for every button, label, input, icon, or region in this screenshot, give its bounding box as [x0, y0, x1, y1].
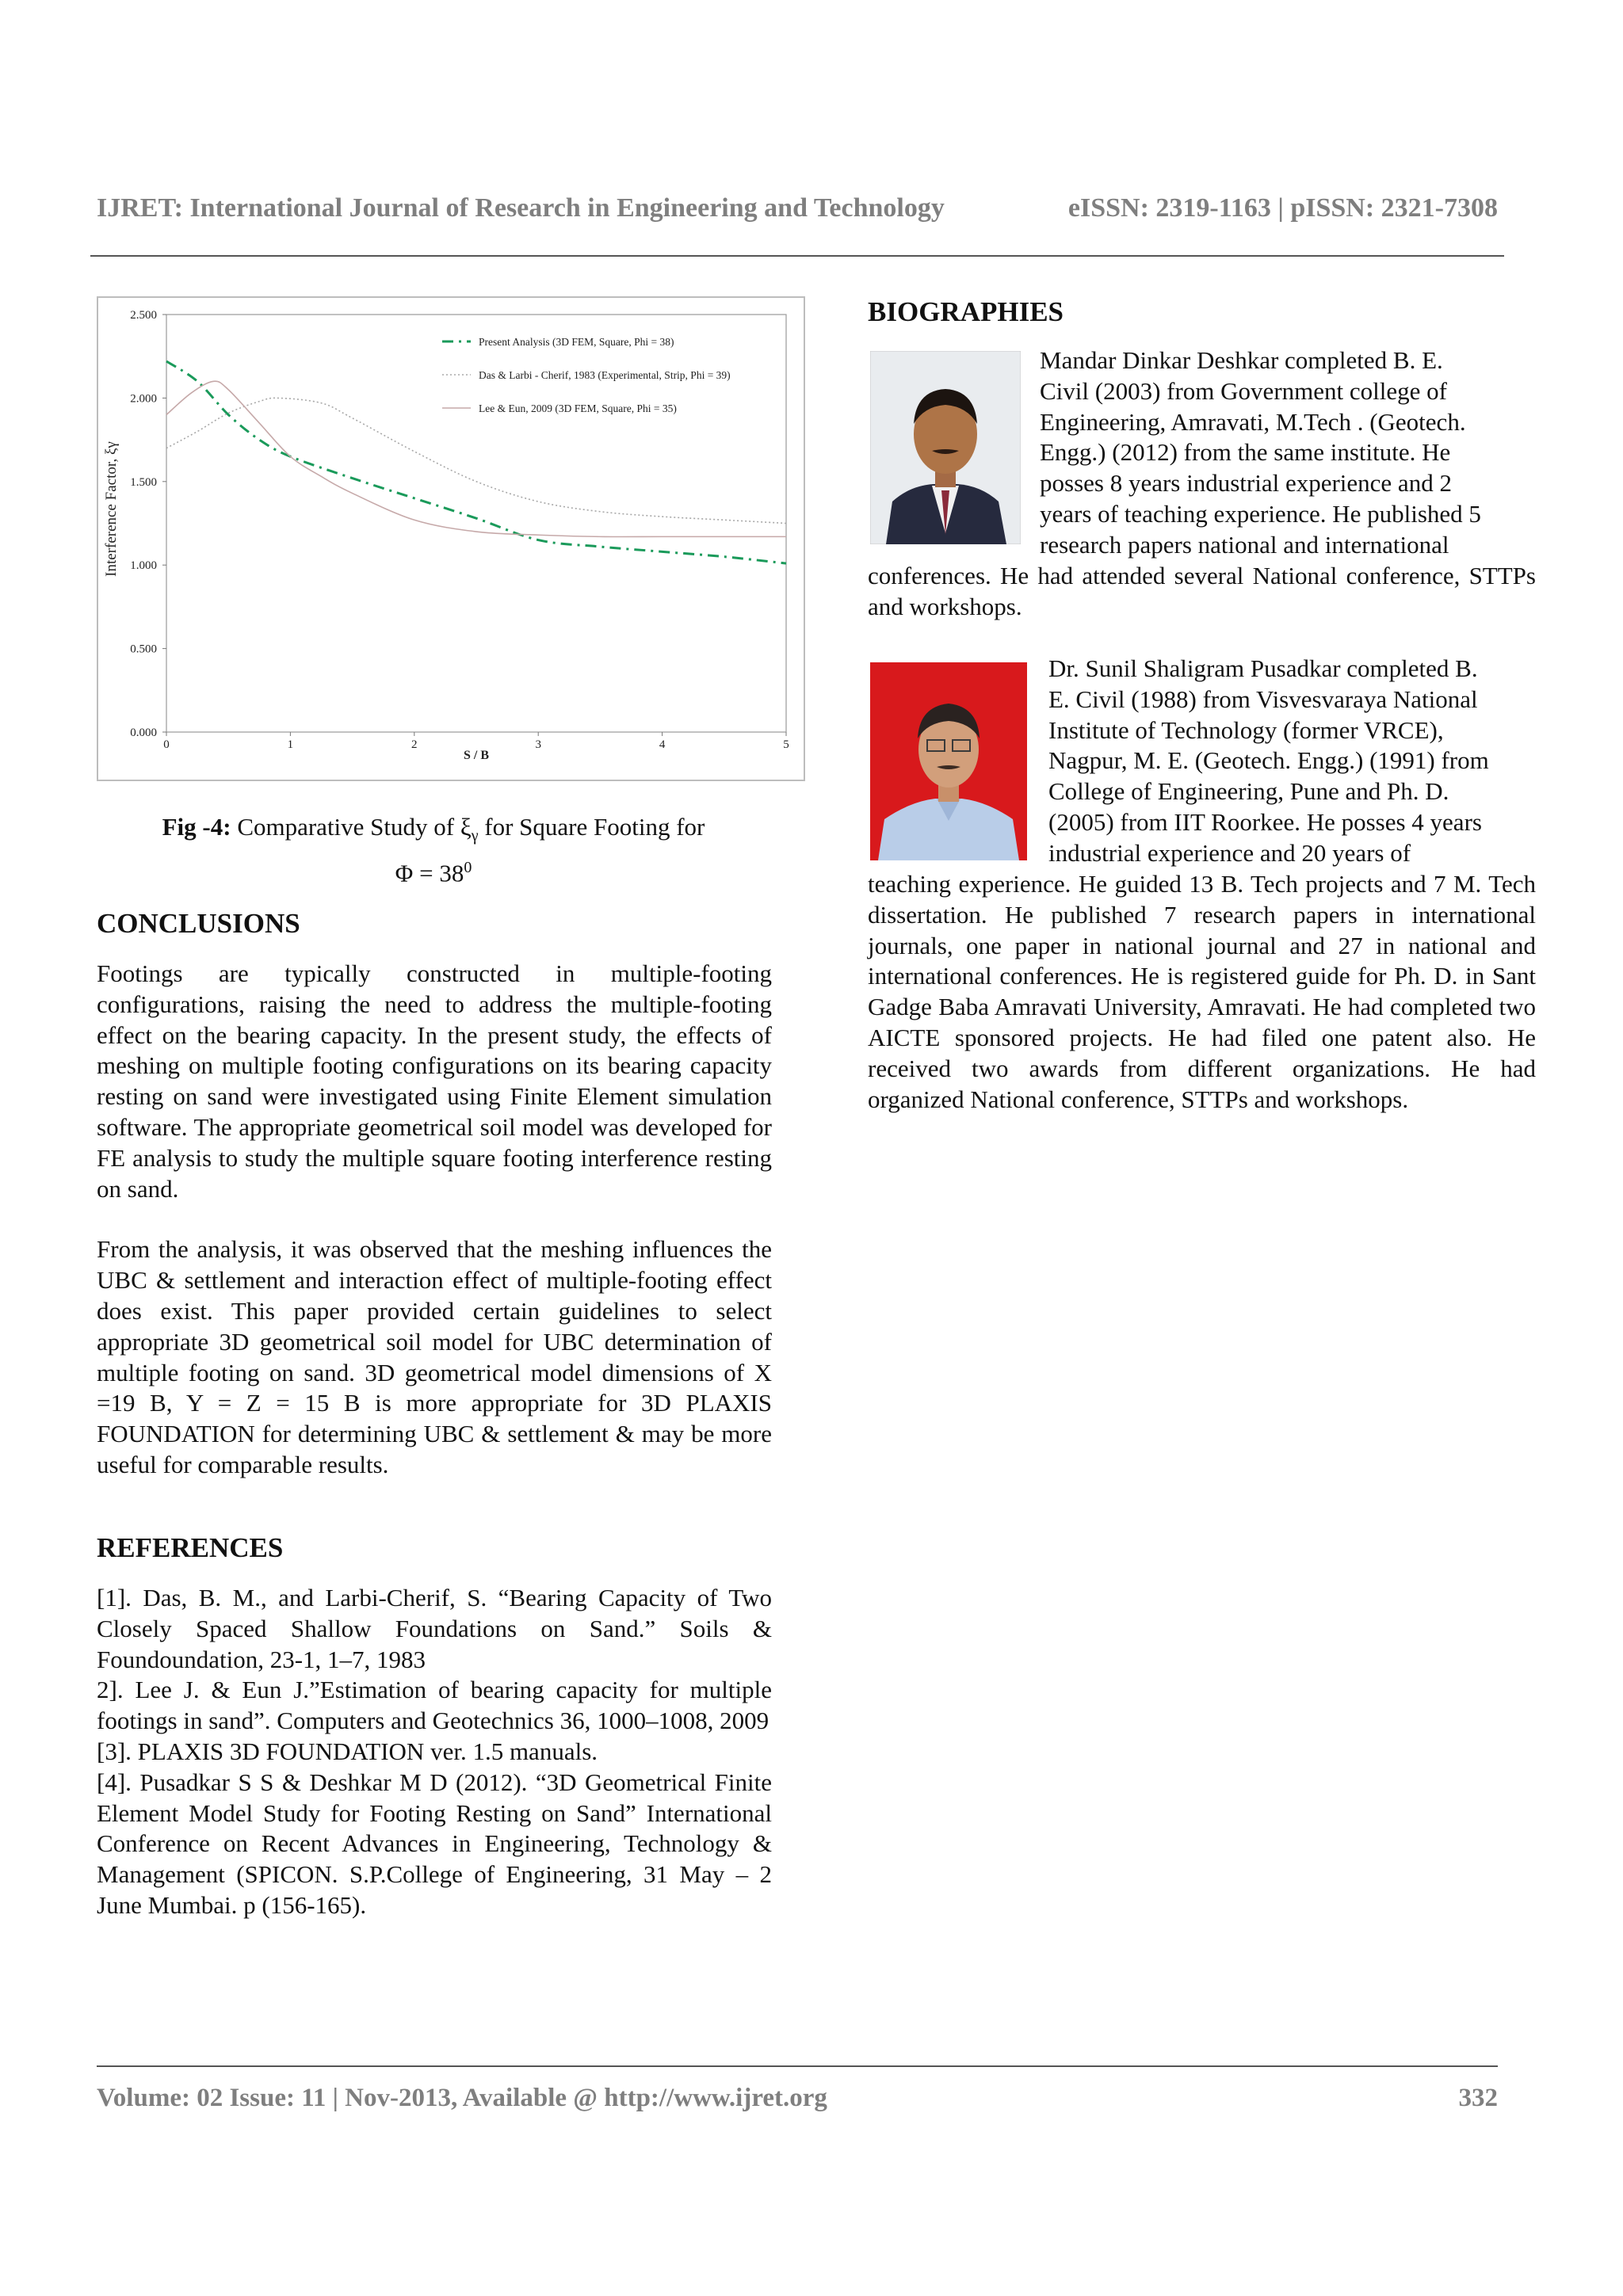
y-tick-label: 1.500 — [130, 475, 157, 489]
caption-text2: for Square Footing for — [478, 813, 705, 841]
x-tick-label: 1 — [287, 738, 294, 751]
figure-chart — [97, 296, 805, 781]
page-header — [97, 193, 1498, 228]
journal-title: IJRET: International Journal of Research in Engineering and Technology — [97, 193, 945, 223]
bio-line: Civil (2003) from Government college of — [1040, 376, 1447, 405]
conclusions-paragraph: Footings are typically constructed in multiple-footing configurations, raising the need to address the multiple-footing effect on the bearing capacity. In the present study, the effects of meshing on multiple footing configurations on its bearing capacity resting on sand were investigated using Finite Element simulation software. The appropriate geometrical soil model was developed for FE analysis to study the multiple square footing interference resting on sand. — [97, 959, 772, 1203]
figure-caption — [97, 811, 770, 890]
bio-line: Engg.) (2012) from the same institute. He — [1040, 438, 1451, 467]
references-title: REFERENCES — [97, 1532, 284, 1563]
bio-line: (2005) from IIT Roorkee. He posses 4 years — [1048, 807, 1482, 836]
bio-line: Engineering, Amravati, M.Tech . (Geotech. — [1040, 407, 1466, 436]
caption-sub: γ — [471, 827, 479, 845]
bio-line: posses 8 years industrial experience and 2 — [1040, 469, 1452, 498]
y-tick-label: 0.000 — [130, 727, 157, 739]
caption-label: Fig -4: — [162, 813, 231, 841]
page-number: 332 — [1458, 2084, 1498, 2112]
x-tick-label: 2 — [411, 738, 418, 751]
legend-entry: Present Analysis (3D FEM, Square, Phi = 38) — [479, 336, 674, 348]
biographies-title: BIOGRAPHIES — [868, 296, 1064, 327]
x-tick-label: 3 — [535, 738, 541, 751]
reference-item: 2]. Lee J. & Eun J.”Estimation of bearing capacity for multiple footings in sand”. Computers and Geotechnics 36, 1000–1008, 2009 — [97, 1676, 772, 1735]
conclusions-body — [97, 959, 772, 1481]
legend-entry: Lee & Eun, 2009 (3D FEM, Square, Phi = 35) — [479, 402, 677, 414]
bio-pusadkar-full: teaching experience. He guided 13 B. Tech projects and 7 M. Tech dissertation. He published 7 research papers in international journals, one paper in national journal and 27 in national and international conferences. He is registered guide for Ph. D. in Sant Gadge Baba Amravati University, Amravati. He had completed two AICTE sponsored projects. He had filed one patent also. He received two awards from different organizations. He had organized National conference, STTPs and workshops. — [868, 870, 1536, 1113]
page-footer — [97, 2084, 1498, 2119]
volume-info: Volume: 02 Issue: 11 | Nov-2013, Available @ http://www.ijret.org — [97, 2084, 827, 2112]
author-photo-deshkar — [870, 351, 1021, 544]
y-tick-label: 2.000 — [130, 392, 157, 406]
x-tick-label: 5 — [783, 738, 789, 751]
references-list — [97, 1583, 772, 1921]
x-axis-label: S / B — [463, 749, 490, 762]
header-rule — [90, 255, 1504, 257]
x-tick-label: 0 — [163, 738, 170, 751]
series-line-3 — [166, 381, 786, 536]
bio-pusadkar-side — [1048, 654, 1536, 869]
reference-item: [3]. PLAXIS 3D FOUNDATION ver. 1.5 manuals. — [97, 1737, 598, 1765]
chart-svg — [98, 298, 804, 780]
reference-item: [4]. Pusadkar S S & Deshkar M D (2012). “3D Geometrical Finite Element Model Study for Footing Resting on Sand” International Conference on Recent Advances in Engineering, Technology & Management (SPICON. S.P.College of Engineering, 31 May – 2 June Mumbai. p (156-165). — [97, 1768, 772, 1919]
bio-line: Dr. Sunil Shaligram Pusadkar completed B. — [1048, 654, 1478, 682]
conclusions-title: CONCLUSIONS — [97, 908, 300, 939]
y-tick-label: 0.500 — [130, 643, 157, 656]
series-line-2 — [166, 398, 786, 523]
caption-line2: Φ = 38 — [395, 859, 464, 887]
bio-line: Mandar Dinkar Deshkar completed B. E. — [1040, 346, 1443, 374]
y-tick-label: 1.000 — [130, 559, 157, 573]
footer-rule — [97, 2065, 1498, 2067]
bio-line: research papers national and international — [1040, 530, 1449, 559]
bio-line: years of teaching experience. He published 5 — [1040, 499, 1481, 528]
bio-line: E. Civil (1988) from Visvesvaraya National — [1048, 685, 1478, 713]
bio-line: Nagpur, M. E. (Geotech. Engg.) (1991) from — [1048, 746, 1489, 775]
caption-sup: 0 — [464, 859, 472, 877]
legend-entry: Das & Larbi - Cherif, 1983 (Experimental, Strip, Phi = 39) — [479, 369, 731, 381]
conclusions-paragraph: From the analysis, it was observed that the meshing influences the UBC & settlement and interaction effect of multiple-footing effect does exist. This paper provided certain guidelines to select appropriate 3D geometrical soil model for UBC determination of multiple footing on sand. 3D geometrical model dimensions of X =19 B, Y = Z = 15 B is more appropriate for 3D PLAXIS FOUNDATION for determining UBC & settlement & may be more useful for comparable results. — [97, 1235, 772, 1478]
issn: eISSN: 2319-1163 | pISSN: 2321-7308 — [1067, 193, 1498, 223]
series-line-1 — [166, 361, 786, 563]
author-photo-pusadkar — [870, 662, 1027, 860]
y-axis-label: Interference Factor, ξγ — [103, 441, 120, 577]
reference-item: [1]. Das, B. M., and Larbi-Cherif, S. “Bearing Capacity of Two Closely Spaced Shallow Foundations on Sand.” Soils & Foundoundation, 23-1, 1–7, 1983 — [97, 1584, 772, 1673]
caption-text: Comparative Study of ξ — [237, 813, 472, 841]
bio-deshkar-full: conferences. He had attended several National conference, STTPs and workshops. — [868, 562, 1536, 620]
bio-line: Institute of Technology (former VRCE), — [1048, 715, 1444, 744]
x-tick-label: 4 — [659, 738, 666, 751]
bio-deshkar-side — [1040, 345, 1536, 561]
bio-line: industrial experience and 20 years of — [1048, 838, 1411, 867]
y-tick-label: 2.500 — [130, 309, 157, 322]
bio-line: College of Engineering, Pune and Ph. D. — [1048, 777, 1449, 806]
